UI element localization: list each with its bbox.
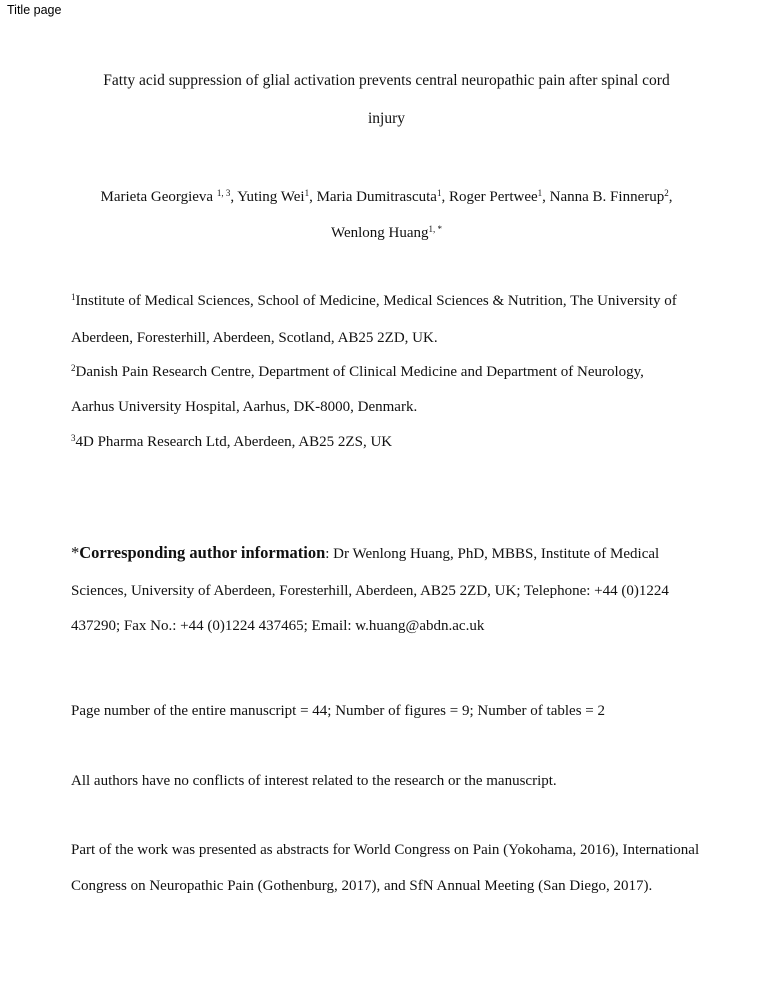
affiliation-1-line-1: $^1$Institute of Medical Sciences, School of Medicine, Medical Sciences & Nutrition, The University of [71, 292, 677, 309]
author-6: Wenlong Huang$^{1, *}$ [330, 224, 443, 241]
presentation-note-line-2: Congress on Neuropathic Pain (Gothenburg, 2017), and SfN Annual Meeting (San Diego, 2017). [71, 878, 653, 894]
manuscript-counts: Page number of the entire manuscript = 44; Number of figures = 9; Number of tables = 2 [71, 703, 605, 719]
author-2: Yuting Wei$^1$, [237, 188, 317, 205]
paper-title-line-1: Fatty acid suppression of glial activation prevents central neuropathic pain after spinal cord [103, 72, 670, 89]
corresponding-author-heading: Corresponding author information [79, 543, 326, 562]
presentation-note-line-1: Part of the work was presented as abstracts for World Congress on Pain (Yokohama, 2016), International [71, 842, 700, 858]
author-list-line-2 [60, 223, 713, 243]
author-5: Nanna B. Finnerup$^2$, [549, 188, 673, 205]
author-3: Maria Dumitrascuta$^1$, [316, 188, 449, 205]
affiliation-3: $^3$4D Pharma Research Ltd, Aberdeen, AB25 2ZS, UK [71, 433, 393, 450]
conflicts-statement: All authors have no conflicts of interest related to the research or the manuscript. [71, 773, 557, 789]
affiliation-2-line-2: Aarhus University Hospital, Aarhus, DK-8000, Denmark. [71, 399, 418, 415]
corresponding-author-line-1: *Corresponding author information: Dr Wenlong Huang, PhD, MBBS, Institute of Medical [71, 543, 660, 562]
affiliation-1-line-2: Aberdeen, Foresterhill, Aberdeen, Scotland, AB25 2ZD, UK. [71, 330, 438, 346]
author-list-line-1 [60, 187, 713, 207]
author-1: Marieta Georgieva $^{1, 3}$, [100, 188, 238, 205]
corresponding-author-line-3: 437290; Fax No.: +44 (0)1224 437465; Email: w.huang@abdn.ac.uk [71, 618, 485, 634]
page-corner-label: Title page [7, 3, 62, 17]
affiliation-2-line-1: $^2$Danish Pain Research Centre, Department of Clinical Medicine and Department of Neurology, [71, 363, 644, 380]
corresponding-author-line-2: Sciences, University of Aberdeen, Foresterhill, Aberdeen, AB25 2ZD, UK; Telephone: +44 (0)1224 [71, 583, 669, 599]
paper-title-line-2: injury [367, 110, 406, 127]
author-4: Roger Pertwee$^1$, [448, 188, 550, 205]
